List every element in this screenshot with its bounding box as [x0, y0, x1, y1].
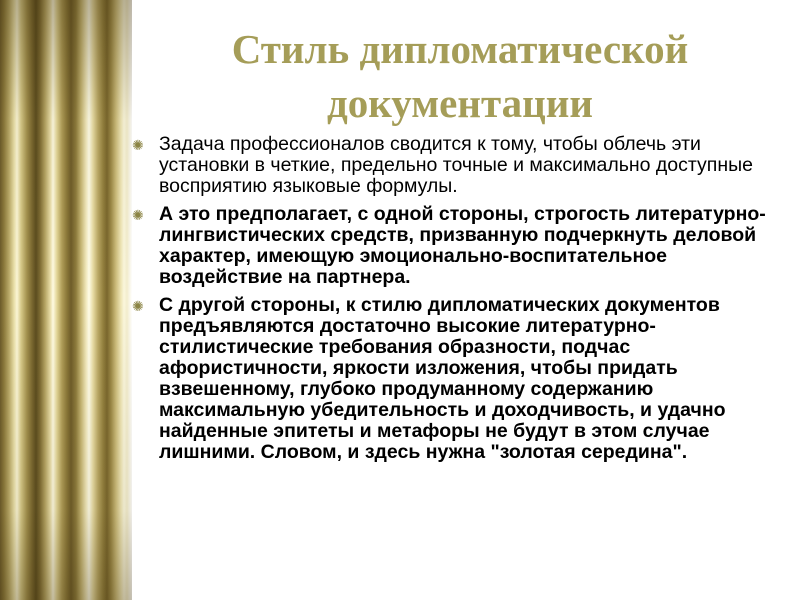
bullet-text-1: Задача профессионалов сводится к тому, чтобы облечь эти установки в четкие, предельно точные и максимально доступные восприятию языковые формулы. — [159, 133, 753, 197]
bullet-item-2 — [128, 204, 778, 288]
bullet-list — [128, 134, 778, 470]
slide-title-line-1: Стиль дипломатической — [231, 26, 689, 72]
sun-bullet-icon: ✺ — [132, 207, 144, 223]
sun-bullet-icon: ✺ — [132, 298, 144, 314]
sun-bullet-icon: ✺ — [132, 137, 144, 153]
bullet-text-2: А это предполагает, с одной стороны, строгость литературно-лингвистических средств, призванную подчеркнуть деловой характер, имеющую эмоционально-воспитательное воздействие на партнера. — [159, 203, 766, 288]
slide-title — [140, 22, 780, 130]
bullet-item-3 — [128, 295, 778, 463]
bullet-item-1 — [128, 134, 778, 197]
bullet-text-3: С другой стороны, к стилю дипломатических документов предъявляются достаточно высокие литературно-стилистические требования образности, подчас афористичности, яркости изложения, чтобы придать взвешенному, глубоко продуманному содержанию максимальную убедительность и доходчивость, и удачно найденные эпитеты и метафоры не будут в этом случае лишними. Словом, и здесь нужна "золотая середина". — [159, 294, 726, 463]
curtain-shading — [0, 0, 132, 600]
slide-title-line-2: документации — [327, 80, 593, 126]
